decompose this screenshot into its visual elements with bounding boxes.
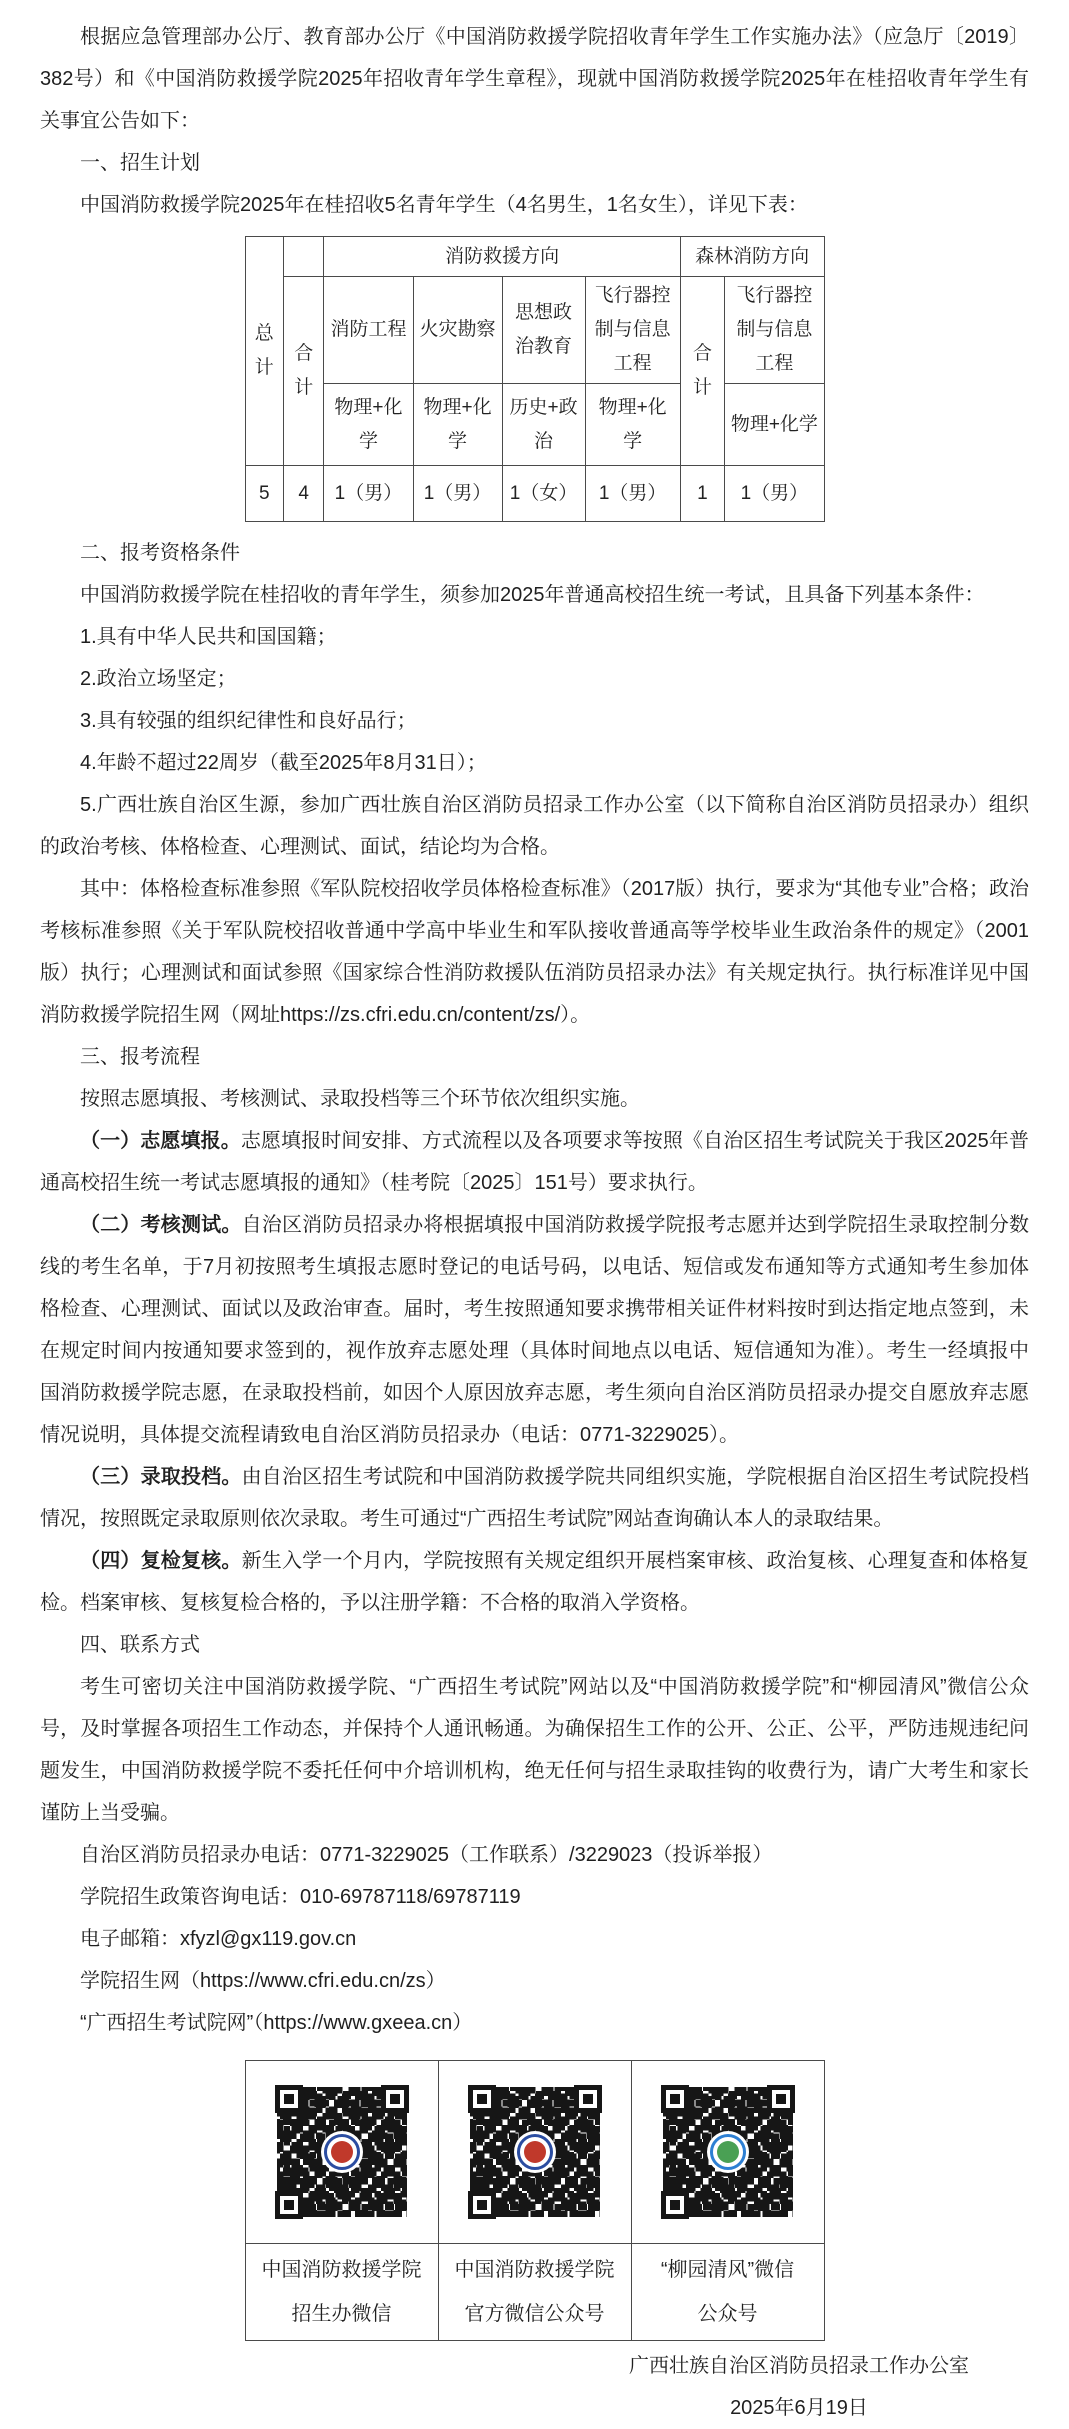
- qr-cell: [631, 2061, 824, 2244]
- qr-label-line: 中国消防救援学院: [454, 2259, 615, 2281]
- qr-finder-icon: [275, 2085, 303, 2113]
- qr-label: [438, 2244, 631, 2341]
- plan-fire-group-header: 消防救援方向: [324, 237, 680, 277]
- section3-intro: 按照志愿填报、考核测试、录取投档等三个环节依次组织实施。: [80, 1088, 640, 1110]
- step-lead: （三）录取投档。: [80, 1466, 242, 1488]
- qr-finder-icon: [275, 2191, 303, 2219]
- plan-fire-subtotal-value: 4: [283, 466, 323, 522]
- step-paragraph: [40, 1204, 1029, 1456]
- qr-code-table: [245, 2060, 825, 2341]
- section1-title: 一、招生计划: [80, 152, 200, 174]
- qr-code: [462, 2079, 608, 2225]
- step-text: 自治区消防员招录办将根据填报中国消防救援学院报考志愿并达到学院招生录取控制分数线的考生名单，于7月初按照考生填报志愿时登记的电话号码，以电话、短信或发布通知等方式通知考生参加体格检查、心理测试、面试以及政治审查。届时，考生按照通知要求携带相关证件材料按时到达指定地点签到，未在规定时间内按通知要求签到的，视作放弃志愿处理（具体时间地点以电话、短信通知为准）。考生一经填报中国消防救援学院志愿，在录取投档前，如因个人原因放弃志愿，考生须向自治区消防员招录办提交自愿放弃志愿情况说明，具体提交流程请致电自治区消防员招录办（电话：0771-3229025）。: [40, 1214, 1030, 1446]
- qr-code: [655, 2079, 801, 2225]
- plan-forest-subtotal-value: 1: [680, 466, 725, 522]
- condition-item: 2.政治立场坚定；: [80, 668, 237, 690]
- condition-item: 5.广西壮族自治区生源，参加广西壮族自治区消防员招录工作办公室（以下简称自治区消防员招录办）组织的政治考核、体格检查、心理测试、面试，结论均为合格。: [40, 794, 1029, 858]
- contact-line: 学院招生政策咨询电话：010-69787118/69787119: [80, 1886, 521, 1908]
- plan-count-cell: 1（女）: [502, 466, 585, 522]
- plan-major-cell: 思想政治教育: [502, 277, 585, 384]
- plan-total-header: 总计: [245, 237, 283, 466]
- qr-label: [245, 2244, 438, 2341]
- plan-subject-cell: 物理+化学: [585, 384, 680, 466]
- condition-item: 3.具有较强的组织纪律性和良好品行；: [80, 710, 417, 732]
- plan-subject-cell: 物理+化学: [413, 384, 502, 466]
- plan-major-cell: 飞行器控制与信息工程: [725, 277, 824, 384]
- step-text: 志愿填报时间安排、方式流程以及各项要求等按照《自治区招生考试院关于我区2025年普通高校招生统一考试志愿填报的通知》（桂考院〔2025〕151号）要求执行。: [40, 1130, 1030, 1194]
- signature-block: [629, 2345, 969, 2429]
- qr-label: [631, 2244, 824, 2341]
- enrollment-plan-table: [245, 236, 825, 522]
- plan-subject-cell: 历史+政治: [502, 384, 585, 466]
- section2-note: 其中：体格检查标准参照《军队院校招收学员体格检查标准》（2017版）执行，要求为“其他专业”合格；政治考核标准参照《关于军队院校招收普通中学高中毕业生和军队接收普通高等学校毕业生政治条件的规定》（2001版）执行；心理测试和面试参照《国家综合性消防救援队伍消防员招录办法》有关规定执行。执行标准详见中国消防救援学院招生网（网址https://zs.cfri.edu.cn/content/zs/）。: [40, 878, 1029, 1026]
- emblem-core: [331, 2141, 353, 2163]
- condition-item: 4.年龄不超过22周岁（截至2025年8月31日）；: [80, 752, 487, 774]
- plan-major-cell: 飞行器控制与信息工程: [585, 277, 680, 384]
- qr-finder-icon: [767, 2085, 795, 2113]
- qr-finder-icon: [661, 2085, 689, 2113]
- plan-major-cell: 消防工程: [324, 277, 413, 384]
- plan-forest-subtotal-header: 合计: [680, 277, 725, 466]
- qr-label-line: 中国消防救援学院: [261, 2259, 422, 2281]
- plan-total-value: 5: [245, 466, 283, 522]
- qr-finder-icon: [468, 2085, 496, 2113]
- college-emblem-icon: [517, 2134, 553, 2170]
- step-lead: （四）复检复核。: [80, 1550, 242, 1572]
- contact-line: 电子邮箱：xfyzl@gx119.gov.cn: [80, 1928, 357, 1950]
- plan-empty-cell: [283, 237, 323, 277]
- plan-count-cell: 1（男）: [324, 466, 413, 522]
- section1-lead: 中国消防救援学院2025年在桂招收5名青年学生（4名男生，1名女生），详见下表：: [80, 194, 808, 216]
- qr-finder-icon: [468, 2191, 496, 2219]
- plan-forest-group-header: 森林消防方向: [680, 237, 824, 277]
- contact-line: “广西招生考试院网”（https://www.gxeea.cn）: [80, 2012, 473, 2034]
- emblem-core: [524, 2141, 546, 2163]
- step-paragraph: [40, 1540, 1029, 1624]
- plan-subject-cell: 物理+化学: [324, 384, 413, 466]
- qr-finder-icon: [661, 2191, 689, 2219]
- qr-label-line: 官方微信公众号: [464, 2303, 605, 2325]
- step-lead: （一）志愿填报。: [80, 1130, 241, 1152]
- step-lead: （二）考核测试。: [80, 1214, 242, 1236]
- signing-date: 2025年6月19日: [730, 2397, 868, 2419]
- plan-major-cell: 火灾勘察: [413, 277, 502, 384]
- step-paragraph: [40, 1120, 1029, 1204]
- qr-cell: [245, 2061, 438, 2244]
- plan-subject-cell: 物理+化学: [725, 384, 824, 466]
- qr-label-line: 公众号: [697, 2303, 758, 2325]
- step-text: 由自治区招生考试院和中国消防救援学院共同组织实施，学院根据自治区招生考试院投档情况，按照既定录取原则依次录取。考生可通过“广西招生考试院”网站查询确认本人的录取结果。: [40, 1466, 1030, 1530]
- condition-item: 1.具有中华人民共和国国籍；: [80, 626, 337, 648]
- plan-fire-subtotal-header: 合计: [283, 277, 323, 466]
- college-emblem-icon: [324, 2134, 360, 2170]
- section4-intro: 考生可密切关注中国消防救援学院、“广西招生考试院”网站以及“中国消防救援学院”和“柳园清风”微信公众号，及时掌握各项招生工作动态，并保持个人通讯畅通。为确保招生工作的公开、公正、公平，严防违规违纪问题发生，中国消防救援学院不委托任何中介培训机构，绝无任何与招生录取挂钩的收费行为，请广大考生和家长谨防上当受骗。: [40, 1676, 1029, 1824]
- plan-count-cell: 1（男）: [725, 466, 824, 522]
- qr-label-line: 招生办微信: [291, 2303, 392, 2325]
- section4-title: 四、联系方式: [80, 1634, 200, 1656]
- qr-cell: [438, 2061, 631, 2244]
- plan-count-cell: 1（男）: [585, 466, 680, 522]
- qr-finder-icon: [574, 2085, 602, 2113]
- section2-intro: 中国消防救援学院在桂招收的青年学生，须参加2025年普通高校招生统一考试，且具备下列基本条件：: [80, 584, 985, 606]
- step-text: 新生入学一个月内，学院按照有关规定组织开展档案审核、政治复核、心理复查和体格复检。档案审核、复核复检合格的，予以注册学籍：不合格的取消入学资格。: [40, 1550, 1030, 1614]
- qr-label-line: “柳园清风”微信: [660, 2259, 795, 2281]
- emblem-core: [717, 2141, 739, 2163]
- plan-count-cell: 1（男）: [413, 466, 502, 522]
- signing-office: 广西壮族自治区消防员招录工作办公室: [629, 2355, 969, 2377]
- liuyuan-logo-icon: [710, 2134, 746, 2170]
- contact-line: 自治区消防员招录办电话：0771-3229025（工作联系）/3229023（投诉举报）: [80, 1844, 773, 1866]
- intro-paragraph: 根据应急管理部办公厅、教育部办公厅《中国消防救援学院招收青年学生工作实施办法》（应急厅〔2019〕382号）和《中国消防救援学院2025年招收青年学生章程》，现就中国消防救援学院2025年在桂招收青年学生有关事宜公告如下：: [40, 26, 1029, 132]
- section2-title: 二、报考资格条件: [80, 542, 240, 564]
- contact-line: 学院招生网（https://www.cfri.edu.cn/zs）: [80, 1970, 446, 1992]
- qr-finder-icon: [381, 2085, 409, 2113]
- section3-title: 三、报考流程: [80, 1046, 200, 1068]
- step-paragraph: [40, 1456, 1029, 1540]
- qr-code: [269, 2079, 415, 2225]
